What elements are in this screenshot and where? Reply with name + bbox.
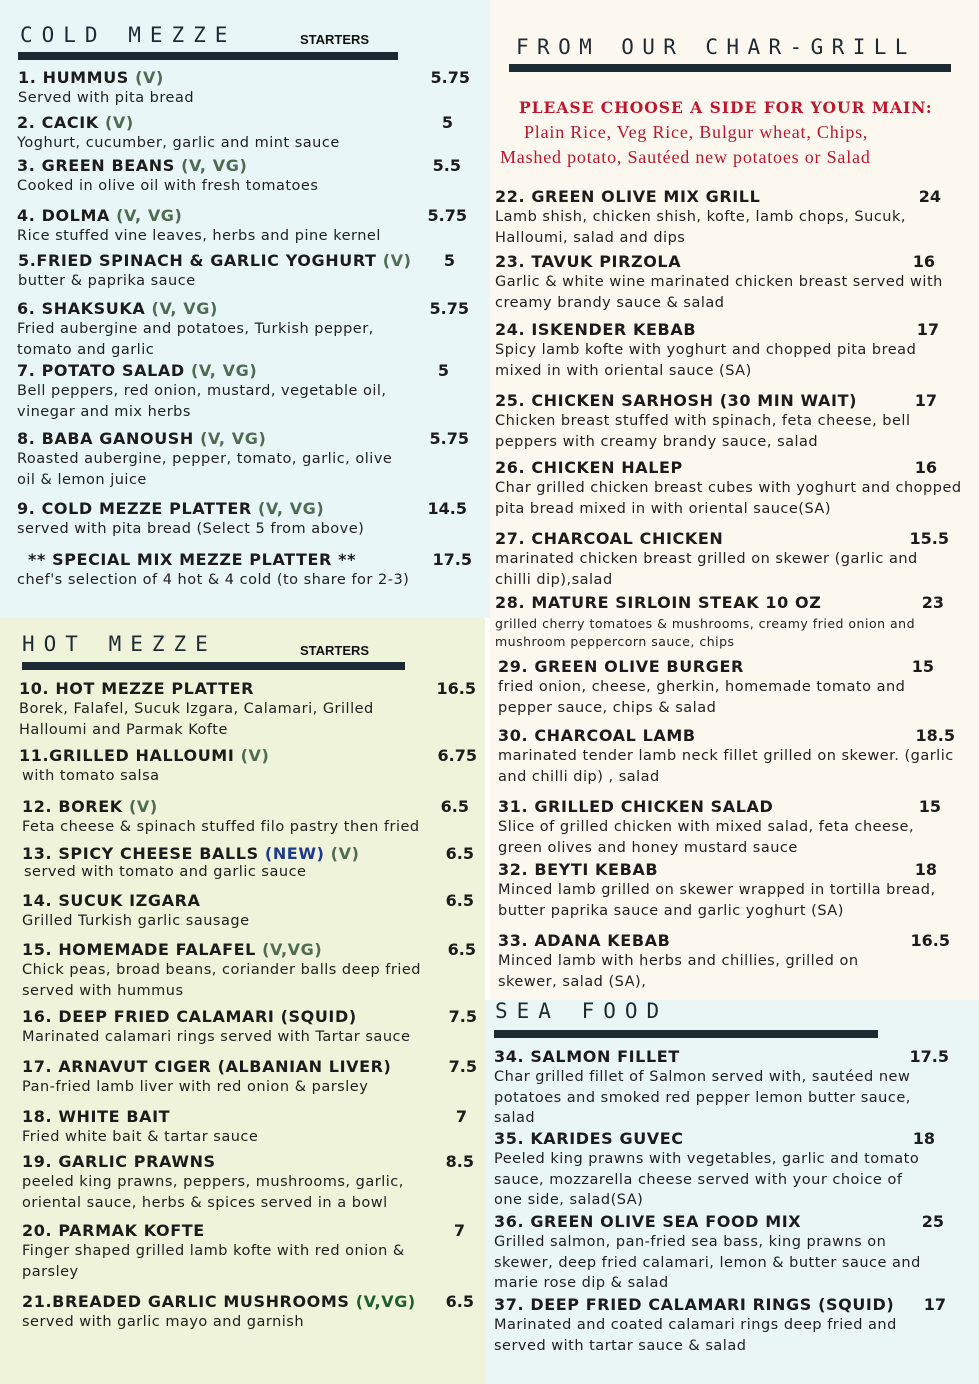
diet-tag: (V, VG)	[116, 206, 183, 225]
item-price: 17.5	[909, 1047, 949, 1066]
menu-item	[22, 1221, 465, 1282]
hot-starters-label: STARTERS	[300, 643, 370, 658]
cold-starters-label: STARTERS	[300, 32, 370, 47]
menu-item	[19, 679, 476, 740]
item-price: 8.5	[445, 1152, 474, 1171]
item-name: 13. SPICY CHEESE BALLS	[22, 844, 259, 863]
sea-food-title-rule	[494, 1030, 878, 1038]
diet-tag: (V)	[128, 797, 158, 816]
item-description: Feta cheese & spinach stuffed filo pastry then fried	[22, 819, 420, 835]
item-name: 31. GRILLED CHICKEN SALAD	[498, 797, 774, 816]
menu-item	[494, 1295, 946, 1356]
item-name: 36. GREEN OLIVE SEA FOOD MIX	[494, 1212, 802, 1231]
menu-item	[17, 429, 469, 490]
menu-item	[18, 251, 455, 292]
diet-tag: (V, VG)	[258, 499, 325, 518]
item-description: Fried white bait & tartar sauce	[22, 1129, 259, 1145]
item-name: 11.GRILLED HALLOUMI	[19, 746, 235, 765]
item-description: Slice of grilled chicken with mixed salad, feta cheese, green olives and honey mustard sauce	[498, 819, 915, 856]
item-name: 29. GREEN OLIVE BURGER	[498, 657, 744, 676]
menu-item	[495, 593, 944, 651]
item-price: 7.5	[448, 1007, 477, 1026]
item-name: 19. GARLIC PRAWNS	[22, 1152, 216, 1171]
item-price: 17	[923, 1295, 946, 1314]
item-description: butter & paprika sauce	[18, 273, 196, 289]
item-name: 35. KARIDES GUVEC	[494, 1129, 684, 1148]
item-description: marinated tender lamb neck fillet grilled on skewer. (garlic and chilli dip) , salad	[498, 748, 954, 785]
item-description: grilled cherry tomatoes & mushrooms, creamy fried onion and mushroom peppercorn sauce, chips	[495, 616, 916, 649]
item-description: Peeled king prawns with vegetables, garlic and tomato sauce, mozzarella cheese served with your choice of one side, salad(SA)	[494, 1151, 920, 1208]
menu-item	[22, 797, 469, 838]
item-price: 23	[921, 593, 944, 612]
item-price: 5	[437, 361, 449, 380]
item-name: 23. TAVUK PIRZOLA	[495, 252, 682, 271]
item-description: served with garlic mayo and garnish	[22, 1314, 305, 1330]
menu-item	[22, 1152, 474, 1213]
item-description: served with pita bread (Select 5 from above)	[17, 521, 365, 537]
cold-mezze-title: COLD MEZZE	[20, 23, 237, 47]
item-price: 16.5	[436, 679, 476, 698]
item-description: chef's selection of 4 hot & 4 cold (to share for 2-3)	[17, 572, 410, 588]
item-price: 7	[455, 1107, 467, 1126]
diet-tag: (V, VG)	[190, 361, 258, 380]
cold-title-rule	[18, 52, 398, 60]
item-name: 5.FRIED SPINACH & GARLIC YOGHURT	[18, 251, 377, 270]
item-name: 14. SUCUK IZGARA	[22, 891, 201, 910]
item-description: Yoghurt, cucumber, garlic and mint sauce	[17, 135, 340, 151]
item-description: Grilled salmon, pan-fried sea bass, king prawns on skewer, deep fried calamari, lemon & butter sauce and marie rose dip & salad	[494, 1234, 921, 1291]
diet-tag: (V)	[330, 844, 360, 863]
item-description: Roasted aubergine, pepper, tomato, garlic, olive oil & lemon juice	[17, 451, 393, 488]
item-description: Marinated calamari rings served with Tartar sauce	[22, 1029, 411, 1045]
item-description: Lamb shish, chicken shish, kofte, lamb chops, Sucuk, Halloumi, salad and dips	[495, 209, 906, 246]
item-price: 18	[914, 860, 937, 879]
menu-item	[498, 931, 950, 992]
item-name: 26. CHICKEN HALEP	[495, 458, 683, 477]
item-price: 5.75	[429, 299, 469, 318]
diet-tag: (V,VG)	[355, 1292, 416, 1311]
item-price: 6.5	[440, 797, 469, 816]
new-tag: (NEW)	[264, 844, 325, 863]
item-name: 1. HUMMUS	[18, 68, 129, 87]
menu-item	[17, 499, 467, 540]
item-description: Bell peppers, red onion, mustard, vegetable oil, vinegar and mix herbs	[17, 383, 387, 420]
item-description: Char grilled chicken breast cubes with yoghurt and chopped pita bread mixed in with oriental sauce(SA)	[495, 480, 962, 517]
menu-item	[498, 726, 955, 787]
item-name: 3. GREEN BEANS	[17, 156, 175, 175]
item-name: 16. DEEP FRIED CALAMARI (SQUID)	[22, 1007, 357, 1026]
item-description: Chick peas, broad beans, coriander balls deep fried served with hummus	[22, 962, 421, 999]
item-description: Minced lamb with herbs and chillies, grilled on skewer, salad (SA),	[498, 953, 859, 990]
menu-item-special	[17, 550, 472, 591]
menu-item	[17, 156, 461, 197]
item-name: ** SPECIAL MIX MEZZE PLATTER **	[28, 550, 357, 569]
diet-tag: (V, VG)	[151, 299, 218, 318]
item-price: 15	[918, 797, 941, 816]
item-price: 24	[918, 187, 941, 206]
item-description: Finger shaped grilled lamb kofte with red onion & parsley	[22, 1243, 405, 1280]
item-price: 25	[921, 1212, 944, 1231]
item-price: 14.5	[427, 499, 467, 518]
menu-item	[495, 529, 949, 590]
diet-tag: (V, VG)	[181, 156, 248, 175]
side-choice-line-1: Plain Rice, Veg Rice, Bulgur wheat, Chips,	[524, 122, 869, 142]
item-name: 30. CHARCOAL LAMB	[498, 726, 696, 745]
item-name: 6. SHAKSUKA	[17, 299, 146, 318]
item-description: Served with pita bread	[18, 90, 195, 106]
menu-item	[22, 1057, 477, 1098]
item-price: 5	[443, 251, 455, 270]
menu-item	[22, 1107, 467, 1148]
menu-item	[17, 113, 453, 154]
menu-item	[22, 940, 476, 1001]
item-description: marinated chicken breast grilled on skewer (garlic and chilli dip),salad	[495, 551, 918, 588]
diet-tag: (V)	[240, 746, 270, 765]
hot-mezze-title: HOT MEZZE	[22, 632, 217, 656]
item-price: 17	[916, 320, 939, 339]
item-price: 7	[453, 1221, 465, 1240]
item-name: 34. SALMON FILLET	[494, 1047, 680, 1066]
item-name: 28. MATURE SIRLOIN STEAK 10 OZ	[495, 593, 822, 612]
item-name: 12. BOREK	[22, 797, 123, 816]
item-name: 4. DOLMA	[17, 206, 110, 225]
menu-item	[498, 797, 941, 858]
item-price: 6.5	[445, 1292, 474, 1311]
item-description: Grilled Turkish garlic sausage	[22, 913, 250, 929]
menu-item	[494, 1047, 949, 1129]
item-price: 5.75	[429, 429, 469, 448]
diet-tag: (V)	[382, 251, 412, 270]
item-name: 15. HOMEMADE FALAFEL	[22, 940, 256, 959]
item-price: 5.75	[430, 68, 470, 87]
menu-item	[19, 746, 477, 787]
item-price: 16	[914, 458, 937, 477]
item-name: 25. CHICKEN SARHOSH (30 MIN WAIT)	[495, 391, 858, 410]
item-name: 8. BABA GANOUSH	[17, 429, 194, 448]
item-name: 33. ADANA KEBAB	[498, 931, 671, 950]
item-price: 17	[914, 391, 937, 410]
item-description: Rice stuffed vine leaves, herbs and pine kernel	[17, 228, 381, 244]
item-description: Marinated and coated calamari rings deep fried and served with tartar sauce & salad	[494, 1317, 897, 1354]
item-name: 21.BREADED GARLIC MUSHROOMS	[22, 1292, 350, 1311]
sea-food-title: SEA FOOD	[495, 999, 669, 1023]
item-name: 10. HOT MEZZE PLATTER	[19, 679, 255, 698]
item-name: 9. COLD MEZZE PLATTER	[17, 499, 252, 518]
item-name: 37. DEEP FRIED CALAMARI RINGS (SQUID)	[494, 1295, 895, 1314]
diet-tag: (V,VG)	[262, 940, 323, 959]
menu-item	[498, 860, 937, 921]
item-description: fried onion, cheese, gherkin, homemade tomato and pepper sauce, chips & salad	[498, 679, 906, 716]
item-description: Char grilled fillet of Salmon served with, sautéed new potatoes and smoked red pepper lemon butter sauce, salad	[494, 1069, 911, 1126]
menu-item	[495, 458, 962, 519]
item-price: 6.5	[445, 844, 474, 863]
item-price: 7.5	[448, 1057, 477, 1076]
menu-item	[22, 1007, 477, 1048]
side-choice-heading: PLEASE CHOOSE A SIDE FOR YOUR MAIN:	[519, 98, 933, 117]
item-price: 5.5	[432, 156, 461, 175]
item-description: Spicy lamb kofte with yoghurt and chopped pita bread mixed in with oriental sauce (SA)	[495, 342, 917, 379]
item-description: with tomato salsa	[22, 768, 160, 784]
item-description: Pan-fried lamb liver with red onion & parsley	[22, 1079, 369, 1095]
item-description: Chicken breast stuffed with spinach, feta cheese, bell peppers with creamy brandy sauce, salad	[495, 413, 911, 450]
menu-item	[18, 68, 470, 109]
item-price: 16	[912, 252, 935, 271]
menu-item	[495, 320, 939, 381]
item-name: 17. ARNAVUT CIGER (ALBANIAN LIVER)	[22, 1057, 392, 1076]
item-description: peeled king prawns, peppers, mushrooms, garlic, oriental sauce, herbs & spices served in a bowl	[22, 1174, 404, 1211]
item-description: Minced lamb grilled on skewer wrapped in tortilla bread, butter paprika sauce and garlic yoghurt (SA)	[498, 882, 936, 919]
menu-item	[17, 361, 449, 422]
char-grill-title: FROM OUR CHAR-GRILL	[516, 35, 916, 59]
item-name: 7. POTATO SALAD	[17, 361, 185, 380]
item-description: Cooked in olive oil with fresh tomatoes	[17, 178, 319, 194]
item-description: Fried aubergine and potatoes, Turkish pepper, tomato and garlic	[17, 321, 374, 358]
item-name: 2. CACIK	[17, 113, 99, 132]
menu-item	[17, 206, 467, 247]
item-description: served with tomato and garlic sauce	[24, 864, 307, 880]
menu-item	[498, 657, 934, 718]
item-price: 15	[911, 657, 934, 676]
item-description: Borek, Falafel, Sucuk Izgara, Calamari, Grilled Halloumi and Parmak Kofte	[19, 701, 374, 738]
item-price: 17.5	[432, 550, 472, 569]
hot-title-rule	[22, 662, 405, 670]
diet-tag: (V, VG)	[200, 429, 267, 448]
item-name: 32. BEYTI KEBAB	[498, 860, 659, 879]
menu-item	[495, 391, 937, 452]
item-price: 6.5	[445, 891, 474, 910]
char-grill-title-rule	[509, 64, 951, 72]
diet-tag: (V)	[104, 113, 134, 132]
item-price: 5.75	[427, 206, 467, 225]
item-name: 22. GREEN OLIVE MIX GRILL	[495, 187, 761, 206]
menu-item	[495, 187, 941, 248]
item-price: 5	[441, 113, 453, 132]
item-price: 6.5	[447, 940, 476, 959]
menu-item	[494, 1212, 944, 1294]
menu-item	[22, 844, 474, 883]
item-price: 18	[912, 1129, 935, 1148]
item-price: 15.5	[909, 529, 949, 548]
item-name: 27. CHARCOAL CHICKEN	[495, 529, 724, 548]
menu-item	[495, 252, 943, 313]
item-name: 20. PARMAK KOFTE	[22, 1221, 205, 1240]
menu-item	[22, 1292, 474, 1333]
menu-item	[17, 299, 469, 360]
diet-tag: (V)	[135, 68, 164, 87]
item-price: 16.5	[910, 931, 950, 950]
item-price: 18.5	[915, 726, 955, 745]
item-name: 24. ISKENDER KEBAB	[495, 320, 697, 339]
menu-item	[494, 1129, 935, 1211]
side-choice-line-2: Mashed potato, Sautéed new potatoes or Salad	[500, 147, 871, 167]
item-name: 18. WHITE BAIT	[22, 1107, 171, 1126]
item-price: 6.75	[437, 746, 477, 765]
menu-item	[22, 891, 474, 932]
item-description: Garlic & white wine marinated chicken breast served with creamy brandy sauce & salad	[495, 274, 943, 311]
